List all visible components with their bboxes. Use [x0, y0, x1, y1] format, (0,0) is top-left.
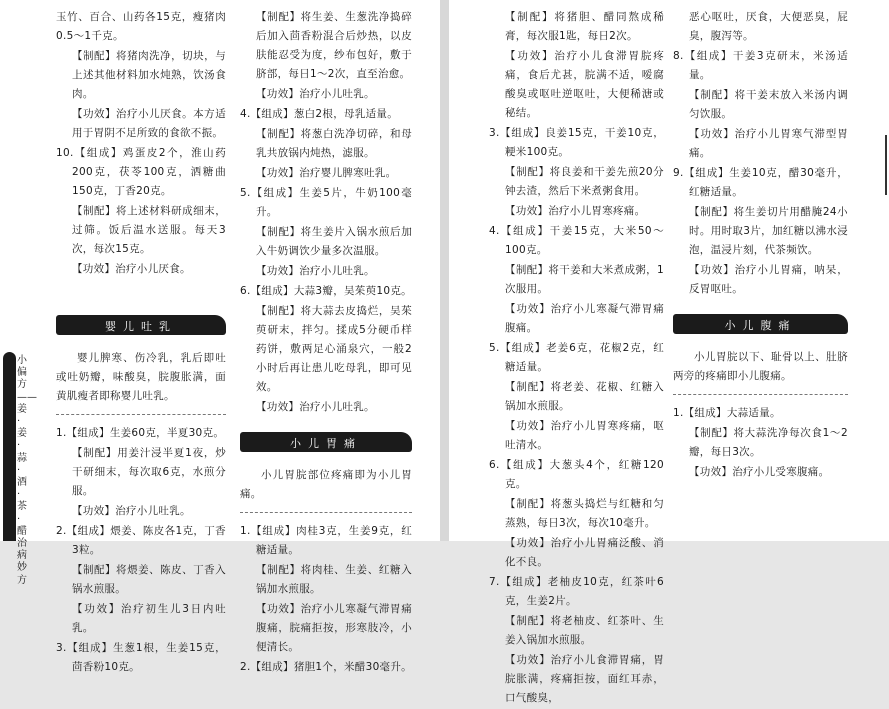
recipe-preparation: 【制配】将猪肉洗净，切块，与上述其他材料加水炖熟，饮汤食肉。 [72, 50, 226, 100]
left-page-column-1 [56, 8, 226, 678]
recipe-preparation: 【制配】将干姜末放入米汤内调匀饮服。 [689, 89, 848, 120]
recipe-effect: 【功效】治疗小儿胃痛，呐呆，反胃呕吐。 [689, 264, 848, 295]
recipe-effect: 【功效】治疗小儿寒凝气滞胃痛腹痛。 [505, 303, 664, 334]
recipe-effect: 【功效】治疗小儿食滞胃痛，胃脘胀满，疼痛拒按，面红耳赤，口气酸臭， [505, 654, 664, 704]
recipe-preparation: 【制配】将葱头捣烂与红糖和匀蒸熟，每日3次，每次10毫升。 [505, 498, 664, 529]
section-divider [56, 414, 226, 415]
recipe-preparation: 【制配】将老姜、花椒、红糖入锅加水煎服。 [505, 381, 664, 412]
section-banner-child-stomachache [240, 432, 412, 452]
recipe-effect: 【功效】治疗小儿吐乳。 [256, 265, 375, 277]
recipe-ingredients: 3.【组成】生葱1根，生姜15克，茴香粉10克。 [56, 642, 226, 673]
recipe-effect: 【功效】治疗小儿吐乳。 [256, 401, 375, 413]
side-label: 小偏方——姜·姜·蒜·酒·茶·醋治病妙方 [17, 355, 37, 586]
recipe-ingredients: 4.【组成】干姜15克，大米50～100克。 [489, 225, 664, 256]
recipe-effect: 【功效】治疗小儿受寒腹痛。 [689, 466, 830, 478]
recipe-effect: 【功效】治疗婴儿脾寒吐乳。 [256, 167, 397, 179]
recipe-ingredients: 1.【组成】大蒜适量。 [673, 407, 781, 419]
recipe-ingredients: 1.【组成】生姜60克，半夏30克。 [56, 427, 225, 439]
recipe-ingredients: 9.【组成】生姜10克，醋30毫升，红糖适量。 [673, 167, 848, 198]
recipe-preparation: 【制配】将大蒜洗净每次食1～2瓣，每日3次。 [689, 427, 848, 458]
recipe-effect: 【功效】治疗小儿寒凝气滞胃痛腹痛，脘痛拒按，形寒肢冷，小便清长。 [256, 603, 412, 653]
recipe-effect: 【功效】治疗小儿厌食。 [72, 263, 191, 275]
recipe-ingredients: 6.【组成】大蒜3瓣，吴茱萸10克。 [240, 285, 412, 297]
recipe-effect: 【功效】治疗小儿胃寒疼痛。 [505, 205, 646, 217]
recipe-effect: 【功效】治疗小儿吐乳。 [256, 88, 375, 100]
recipe-ingredients: 7.【组成】老柚皮10克，红茶叶6克，生姜2片。 [489, 576, 664, 607]
section-title: 小儿胃痛 [290, 437, 362, 450]
section-intro: 小儿胃脘部位疼痛即为小儿胃痛。 [240, 469, 412, 500]
right-page-column-2 [673, 8, 848, 483]
recipe-effect: 【功效】治疗小儿厌食。本方适用于胃阴不足所致的食欲不振。 [72, 108, 226, 139]
recipe-preparation: 【制配】将葱白洗净切碎，和母乳共放锅内炖热，滤服。 [256, 128, 412, 159]
right-page [449, 0, 889, 704]
section-title: 小儿腹痛 [724, 319, 797, 332]
recipe-ingredients: 8.【组成】干姜3克研末，米汤适量。 [673, 50, 848, 81]
recipe-effect: 【功效】治疗小儿食滞胃脘疼痛，食后尤甚，脘满不适，嗳腐酸臭或呕吐逆呕吐，大便稀溏或秘结。 [505, 50, 664, 119]
recipe-ingredients: 1.【组成】肉桂3克，生姜9克，红糖适量。 [240, 525, 412, 556]
recipe-preparation: 【制配】将上述材料研成细末，过筛。饭后温水送服。每天3次，每次15克。 [72, 205, 226, 255]
page-edge-mark [885, 135, 887, 195]
recipe-preparation: 【制配】将生姜片入锅水煎后加入牛奶调饮少量多次温服。 [256, 226, 412, 257]
section-banner-infant-vomiting [56, 315, 226, 335]
recipe-ingredients: 5.【组成】生姜5片，牛奶100毫升。 [240, 187, 412, 218]
recipe-ingredients: 6.【组成】大葱头4个，红糖120克。 [489, 459, 664, 490]
recipe-preparation: 【制配】将生姜、生葱洗净捣碎后加入茴香粉混合后炒热，以皮肤能忍受为度，纱布包好，敷于脐部，每日1～2次，直至治愈。 [256, 11, 412, 80]
side-tab [3, 352, 16, 541]
left-page [0, 0, 440, 673]
recipe-preparation: 【制配】将老柚皮、红茶叶、生姜入锅加水煎服。 [505, 615, 664, 646]
recipe-effect: 【功效】治疗小儿胃痛泛酸、消化不良。 [505, 537, 664, 568]
recipe-ingredients: 2.【组成】猪胆1个，米醋30毫升。 [240, 661, 412, 673]
recipe-preparation: 【制配】用姜汁浸半夏1夜，炒干研细末，每次取6克，水煎分服。 [72, 447, 226, 497]
recipe-ingredients: 2.【组成】煨姜、陈皮各1克，丁香3粒。 [56, 525, 226, 556]
section-intro: 婴儿脾寒、伤冷乳，乳后即吐或吐奶瓣，味酸臭，脘腹胀满，面黄肌瘦者即称婴儿吐乳。 [56, 352, 226, 402]
recipe-effect: 【功效】治疗小儿胃寒疼痛，呕吐清水。 [505, 420, 664, 451]
recipe-ingredients: 3.【组成】良姜15克，干姜10克，粳米100克。 [489, 127, 664, 158]
right-page-column-1 [489, 8, 664, 709]
section-divider [673, 394, 848, 395]
page-gutter [440, 0, 449, 541]
recipe-preparation: 【制配】将良姜和干姜先煎20分钟去渣，然后下米煮粥食用。 [505, 166, 664, 197]
recipe-effect: 【功效】治疗初生儿3日内吐乳。 [72, 603, 226, 634]
recipe-effect: 【功效】治疗小儿吐乳。 [72, 505, 191, 517]
section-banner-child-abdominal-pain [673, 314, 848, 334]
recipe-preparation: 【制配】将大蒜去皮捣烂，吴茱萸研末，拌匀。揉成5分硬币样药饼，敷两足心涌泉穴，一般2小时后再让患儿吃母乳，即可见效。 [256, 305, 412, 393]
recipe-effect: 【功效】治疗小儿胃寒气滞型胃痛。 [689, 128, 848, 159]
recipe-preparation: 【制配】将猪胆、醋同熬成稀膏，每次服1匙，每日2次。 [505, 11, 664, 42]
recipe-effect-continued: 恶心呕吐，厌食，大便恶臭，屁臭，腹泻等。 [689, 11, 848, 42]
recipe-preparation: 【制配】将干姜和大米煮成粥，1次服用。 [505, 264, 664, 295]
section-divider [240, 512, 412, 513]
recipe-ingredients: 5.【组成】老姜6克，花椒2克，红糖适量。 [489, 342, 664, 373]
section-intro: 小儿胃脘以下、耻骨以上、肚脐两旁的疼痛即小儿腹痛。 [673, 351, 848, 382]
section-title: 婴儿吐乳 [105, 320, 177, 333]
recipe-preparation: 【制配】将生姜切片用醋腌24小时。用时取3片，加红糖以沸水浸泡，温浸片刻，代茶频饮。 [689, 206, 848, 256]
recipe-ingredients: 10.【组成】鸡蛋皮2个，淮山药200克，茯苓100克，洒糖曲150克，丁香20克。 [56, 147, 226, 197]
recipe-preparation: 【制配】将肉桂、生姜、红糖入锅加水煎服。 [256, 564, 412, 595]
left-page-column-2 [240, 8, 412, 678]
recipe-ingredients: 4.【组成】葱白2根，母乳适量。 [240, 108, 398, 120]
recipe-preparation: 【制配】将煨姜、陈皮、丁香入锅水煎服。 [72, 564, 226, 595]
recipe-ingredients-continued: 玉竹、百合、山药各15克，瘦猪肉0.5～1千克。 [56, 11, 226, 42]
